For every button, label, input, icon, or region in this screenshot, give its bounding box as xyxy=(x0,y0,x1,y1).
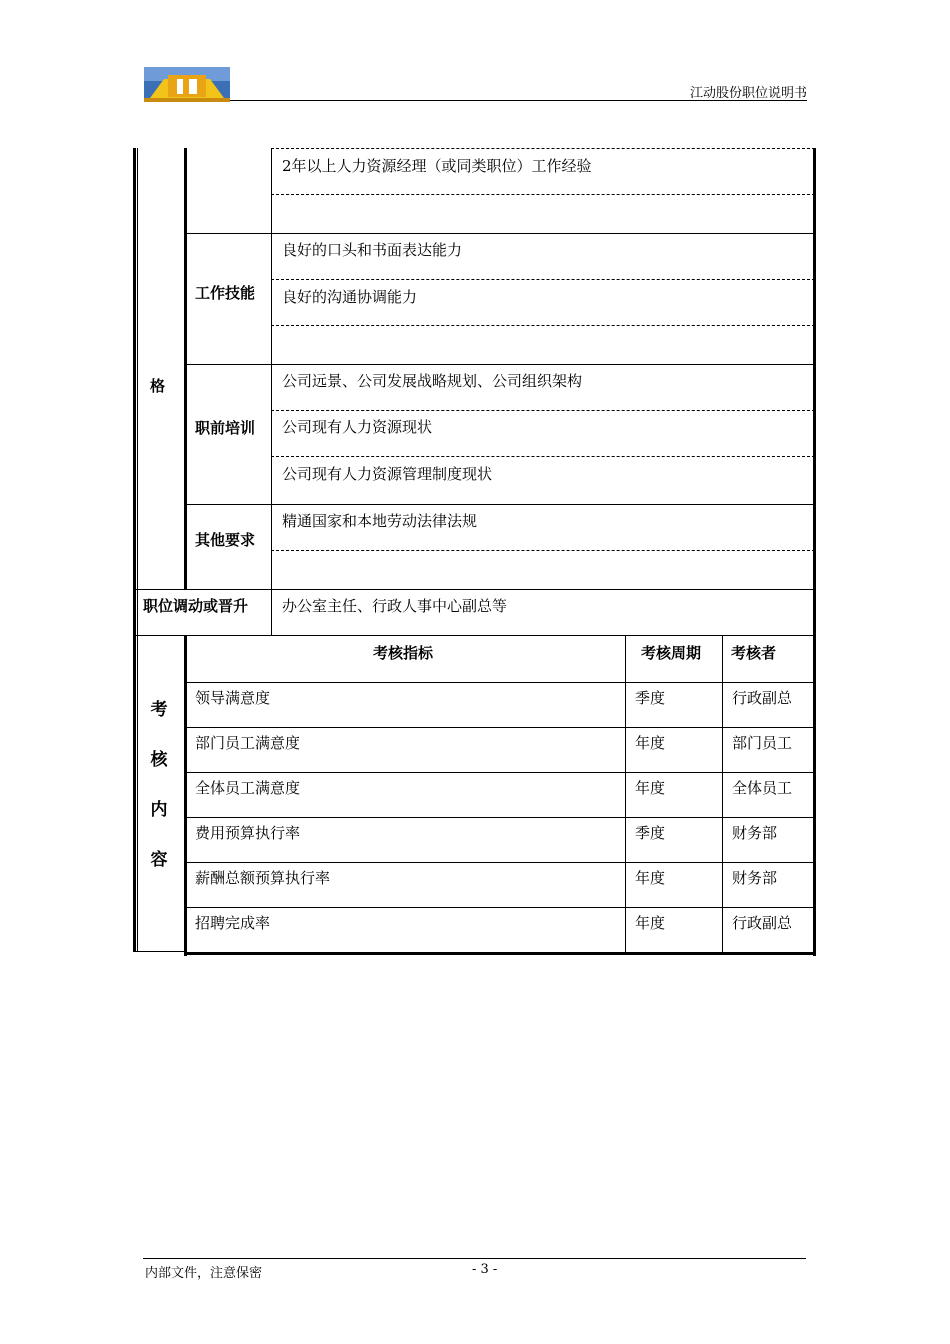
table-bottom-border xyxy=(184,952,815,955)
row-divider xyxy=(271,325,815,326)
period-cell: 季度 xyxy=(635,689,666,707)
section-col-divider xyxy=(184,148,187,589)
row-divider xyxy=(184,682,815,683)
indicator-cell: 招聘完成率 xyxy=(195,914,271,932)
assessment-section-char: 容 xyxy=(150,850,168,870)
period-column-header: 考核周期 xyxy=(641,644,702,662)
skill-requirement: 良好的口头和书面表达能力 xyxy=(282,241,463,259)
period-cell: 年度 xyxy=(635,869,666,887)
row-divider xyxy=(184,504,815,505)
assessor-cell: 财务部 xyxy=(732,824,778,842)
label-col-divider xyxy=(271,148,272,635)
logo-graphic xyxy=(144,67,230,102)
qualification-section-label: 格 xyxy=(150,377,166,395)
row-divider xyxy=(133,589,815,590)
training-label: 职前培训 xyxy=(195,419,256,437)
assessor-column-header: 考核者 xyxy=(731,644,777,662)
row-divider xyxy=(184,727,815,728)
row-divider xyxy=(271,410,815,411)
assessor-cell: 全体员工 xyxy=(732,779,793,797)
footer-divider xyxy=(143,1258,806,1259)
training-item: 公司现有人力资源管理制度现状 xyxy=(282,465,493,483)
row-divider xyxy=(271,550,815,551)
indicator-cell: 领导满意度 xyxy=(195,689,271,707)
row-divider xyxy=(184,233,815,234)
promotion-label: 职位调动或晋升 xyxy=(143,597,249,615)
promotion-value: 办公室主任、行政人事中心副总等 xyxy=(282,597,508,615)
header-divider xyxy=(230,100,807,101)
training-item: 公司现有人力资源现状 xyxy=(282,418,433,436)
row-divider xyxy=(271,279,815,280)
company-logo xyxy=(144,67,230,102)
other-requirement: 精通国家和本地劳动法律法规 xyxy=(282,512,478,530)
row-divider xyxy=(271,194,815,195)
assessment-section-char: 核 xyxy=(150,750,168,770)
row-divider xyxy=(184,364,815,365)
period-cell: 年度 xyxy=(635,779,666,797)
confidential-note: 内部文件，注意保密 xyxy=(145,1266,263,1281)
experience-requirement: 2年以上人力资源经理（或同类职位）工作经验 xyxy=(282,157,592,175)
row-divider xyxy=(184,817,815,818)
table-left-inner-border xyxy=(137,148,138,635)
training-item: 公司远景、公司发展战略规划、公司组织架构 xyxy=(282,372,583,390)
period-cell: 季度 xyxy=(635,824,666,842)
row-divider xyxy=(271,148,815,149)
row-divider xyxy=(184,907,815,908)
indicator-cell: 费用预算执行率 xyxy=(195,824,301,842)
other-requirements-label: 其他要求 xyxy=(195,531,256,549)
job-description-table xyxy=(133,148,818,956)
table-left-inner-border-lower xyxy=(137,635,138,951)
row-divider xyxy=(184,772,815,773)
indicator-cell: 部门员工满意度 xyxy=(195,734,301,752)
document-header-title: 江动股份职位说明书 xyxy=(689,86,807,101)
assessor-cell: 行政副总 xyxy=(732,689,793,707)
page-number: - 3 - xyxy=(472,1262,498,1277)
assessor-cell: 财务部 xyxy=(732,869,778,887)
assessor-cell: 行政副总 xyxy=(732,914,793,932)
assessment-section-char: 内 xyxy=(150,800,168,820)
indicator-cell: 薪酬总额预算执行率 xyxy=(195,869,331,887)
table-bottom-left-border xyxy=(133,951,184,952)
indicator-column-header: 考核指标 xyxy=(373,644,434,662)
skills-label: 工作技能 xyxy=(195,284,256,302)
skill-requirement: 良好的沟通协调能力 xyxy=(282,288,418,306)
indicator-cell: 全体员工满意度 xyxy=(195,779,301,797)
assessor-cell: 部门员工 xyxy=(732,734,793,752)
period-cell: 年度 xyxy=(635,914,666,932)
assessment-section-char: 考 xyxy=(150,700,168,720)
row-divider xyxy=(271,456,815,457)
row-divider xyxy=(133,635,815,636)
row-divider xyxy=(184,862,815,863)
table-left-border xyxy=(133,148,136,951)
period-cell: 年度 xyxy=(635,734,666,752)
table-right-border xyxy=(813,148,816,956)
